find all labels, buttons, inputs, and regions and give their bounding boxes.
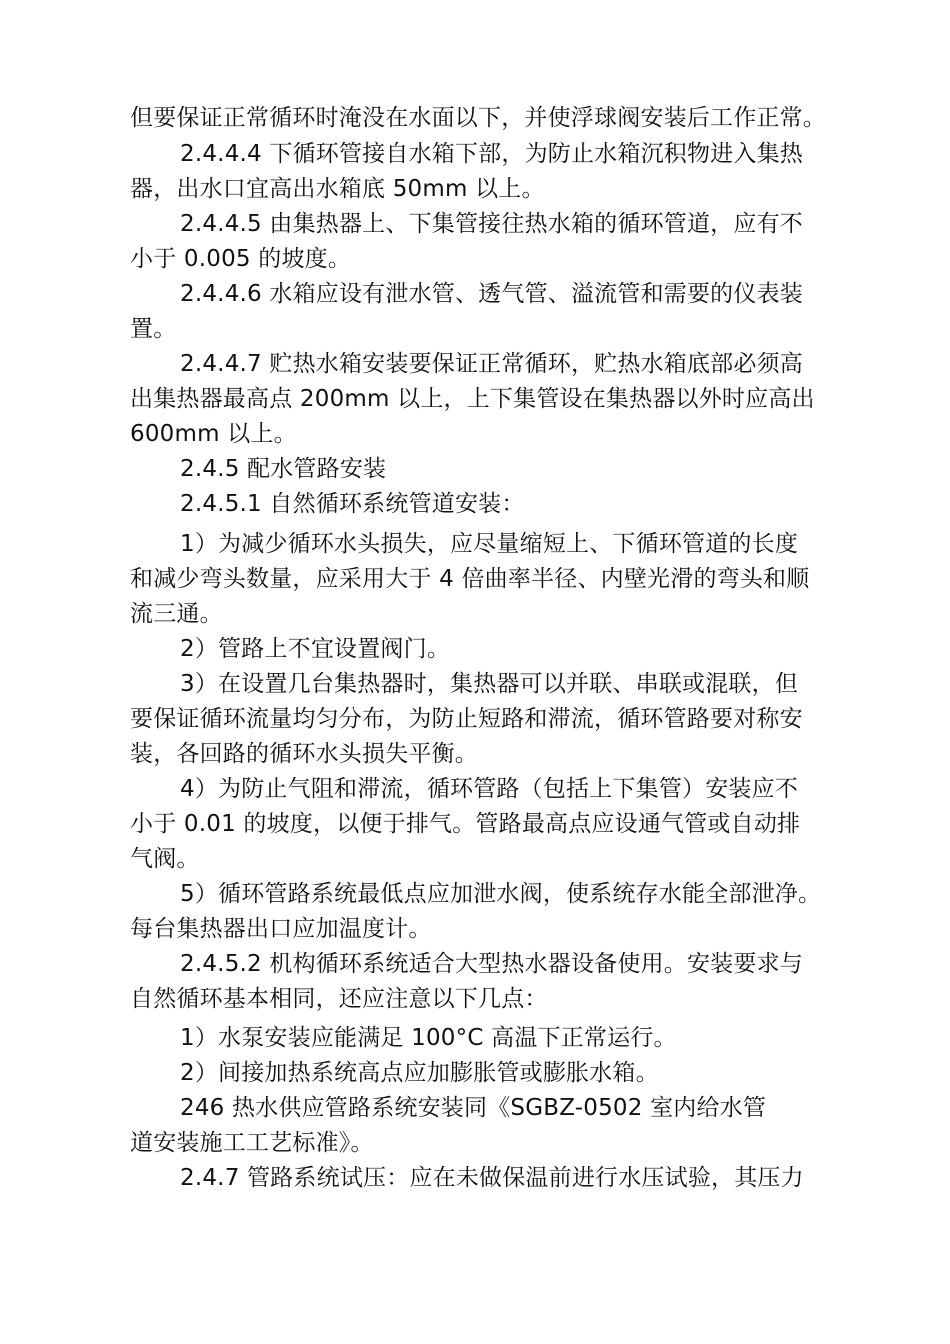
text-line-22: 气阀。 <box>130 846 200 872</box>
text-line-27: 1）水泵安装应能满足 100°C 高温下正常运行。 <box>180 1025 677 1051</box>
text-line-5: 小于 0.005 的坡度。 <box>130 246 352 272</box>
text-line-20: 4）为防止气阻和滞流，循环管路（包括上下集管）安装应不 <box>180 776 799 802</box>
text-line-12: 2.4.5.1 自然循环系统管道安装： <box>180 491 525 517</box>
text-line-18: 要保证循环流量均匀分布，为防止短路和滞流，循环管路要对称安 <box>130 706 803 732</box>
text-line-7: 置。 <box>130 316 177 342</box>
text-line-6: 2.4.4.6 水箱应设有泄水管、透气管、溢流管和需要的仪表装 <box>180 281 803 307</box>
text-line-25: 2.4.5.2 机构循环系统适合大型热水器设备使用。安装要求与 <box>180 951 803 977</box>
text-line-17: 3）在设置几台集热器时，集热器可以并联、串联或混联，但 <box>180 671 799 697</box>
text-line-9: 出集热器最高点 200mm 以上，上下集管设在集热器以外时应高出 <box>130 386 815 412</box>
text-line-11: 2.4.5 配水管路安装 <box>180 456 387 482</box>
text-line-19: 装，各回路的循环水头损失平衡。 <box>130 741 478 767</box>
text-line-13: 1）为减少循环水头损失，应尽量缩短上、下循环管道的长度 <box>180 531 799 557</box>
text-line-8: 2.4.4.7 贮热水箱安装要保证正常循环，贮热水箱底部必须高 <box>180 351 803 377</box>
text-line-29: 246 热水供应管路系统安装同《SGBZ-0502 室内给水管 <box>180 1095 767 1121</box>
text-line-10: 600mm 以上。 <box>130 421 297 447</box>
text-line-15: 流三通。 <box>130 601 223 627</box>
text-line-1: 但要保证正常循环时淹没在水面以下，并使浮球阀安装后工作正常。 <box>130 105 826 131</box>
text-line-21: 小于 0.01 的坡度，以便于排气。管路最高点应设通气管或自动排 <box>130 811 801 837</box>
text-line-3: 器，出水口宜高出水箱底 50mm 以上。 <box>130 176 545 202</box>
text-line-2: 2.4.4.4 下循环管接自水箱下部，为防止水箱沉积物进入集热 <box>180 141 803 167</box>
text-line-28: 2）间接加热系统高点应加膨胀管或膨胀水箱。 <box>180 1060 659 1086</box>
text-line-4: 2.4.4.5 由集热器上、下集管接往热水箱的循环管道，应有不 <box>180 211 803 237</box>
text-line-30: 道安装施工工艺标准》。 <box>130 1130 374 1156</box>
text-line-31: 2.4.7 管路系统试压：应在未做保温前进行水压试验，其压力 <box>180 1165 804 1191</box>
text-line-26: 自然循环基本相同，还应注意以下几点： <box>130 986 548 1012</box>
text-line-23: 5）循环管路系统最低点应加泄水阀，使系统存水能全部泄净。 <box>180 881 822 907</box>
text-line-16: 2）管路上不宜设置阀门。 <box>180 636 451 662</box>
text-line-14: 和减少弯头数量，应采用大于 4 倍曲率半径、内壁光滑的弯头和顺 <box>130 566 810 592</box>
text-line-24: 每台集热器出口应加温度计。 <box>130 916 432 942</box>
